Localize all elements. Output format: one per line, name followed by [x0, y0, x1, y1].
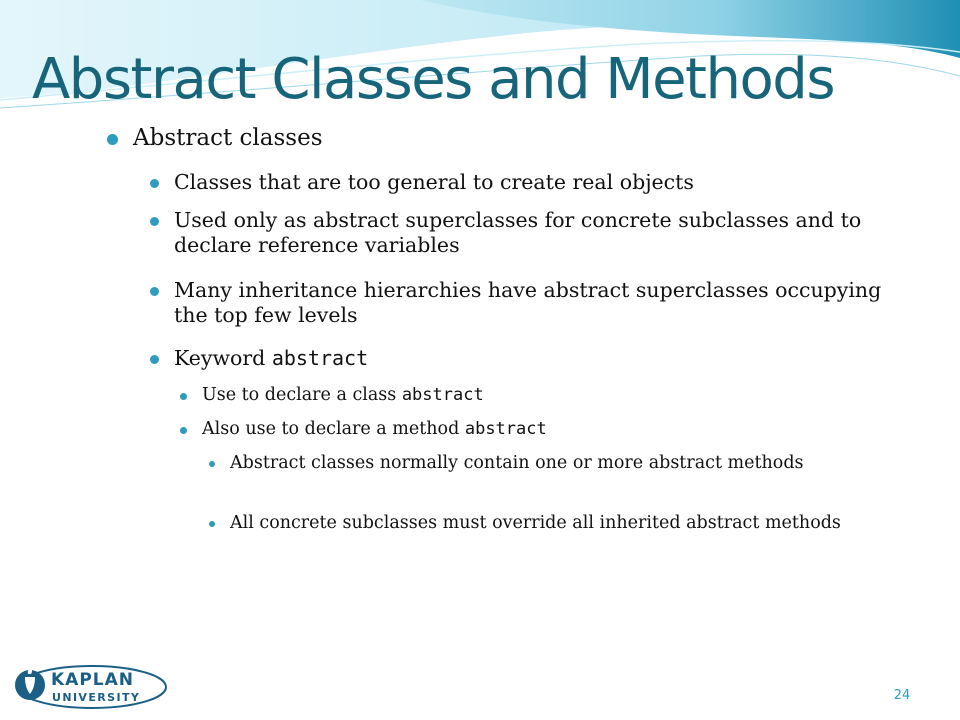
- bullet-text: Keyword: [174, 346, 272, 370]
- bullet-contain-abstract-methods: [230, 453, 890, 475]
- bullet-declare-method: [202, 419, 902, 441]
- bullet-dot: [209, 521, 215, 527]
- bullet-override-methods: [230, 513, 890, 535]
- bullet-dot: [150, 287, 159, 296]
- bullet-text: Abstract classes: [133, 125, 323, 151]
- bullet-dot: [180, 393, 187, 400]
- kaplan-torch-icon: [15, 665, 45, 700]
- logo-line-1: KAPLAN: [51, 670, 135, 690]
- bullet-dot: [209, 461, 215, 467]
- bullet-dot: [180, 427, 187, 434]
- bullet-text: All concrete subclasses must override all inherited abstract methods: [230, 513, 841, 533]
- code-keyword: abstract: [464, 419, 547, 439]
- bullet-dot: [150, 355, 159, 364]
- bullet-keyword-abstract: [174, 346, 904, 371]
- bullet-dot: [150, 217, 159, 226]
- bullet-text: Used only as abstract superclasses for concrete subclasses and to declare reference variables: [174, 208, 862, 258]
- bullet-text: Classes that are too general to create real objects: [174, 170, 694, 194]
- bullet-declare-class: [202, 385, 902, 407]
- kaplan-university-logo: [12, 661, 167, 711]
- bullet-abstract-classes: [133, 124, 323, 153]
- bullet-text: Also use to declare a method: [202, 419, 465, 439]
- bullet-too-general: [174, 170, 904, 195]
- code-keyword: abstract: [271, 346, 369, 370]
- bullet-dot: [107, 134, 118, 145]
- bullet-dot: [150, 179, 159, 188]
- bullet-hierarchies: [174, 278, 904, 329]
- code-keyword: abstract: [401, 385, 484, 405]
- logo-line-2: UNIVERSITY: [52, 691, 141, 704]
- slide-title: Abstract Classes and Methods: [32, 47, 834, 112]
- bullet-used-only: [174, 208, 904, 259]
- page-number: 24: [893, 688, 911, 703]
- bullet-text: Use to declare a class: [202, 385, 402, 405]
- bullet-text: Many inheritance hierarchies have abstract superclasses occupying the top few levels: [174, 278, 882, 328]
- bullet-text: Abstract classes normally contain one or more abstract methods: [230, 453, 804, 473]
